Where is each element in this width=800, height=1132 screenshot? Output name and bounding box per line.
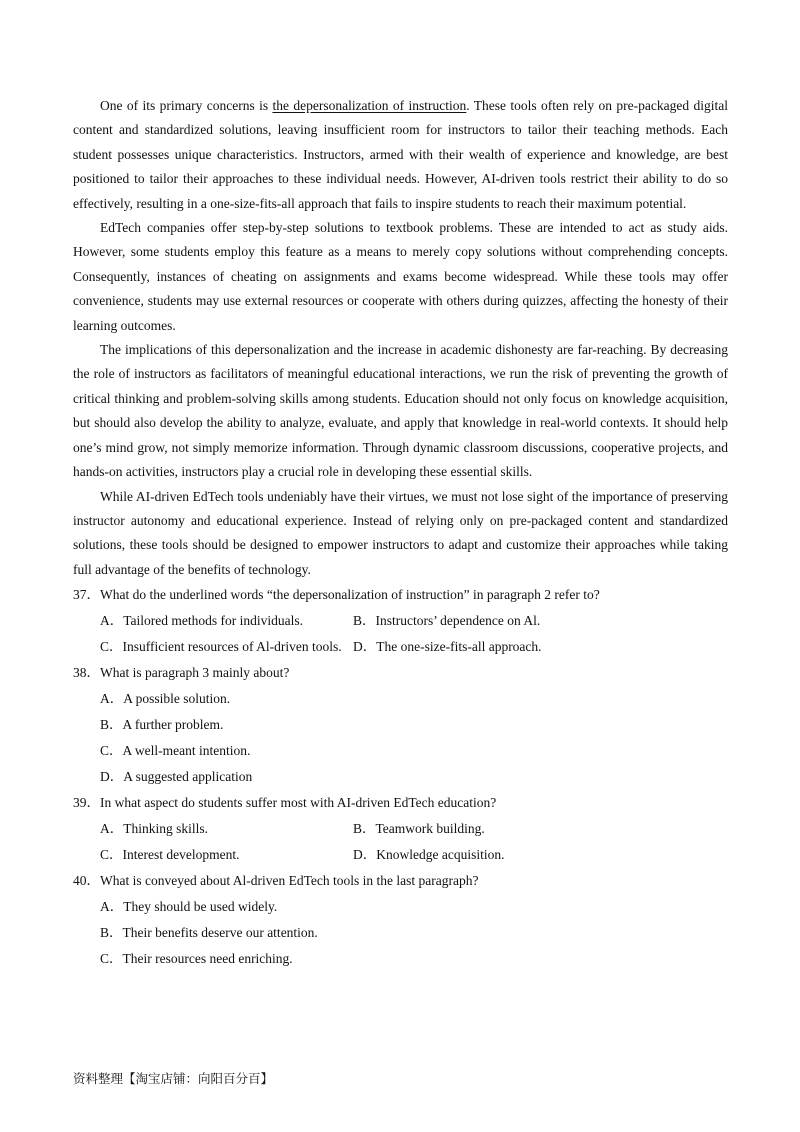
q38-option-d-row [73, 764, 728, 790]
passage-paragraph-3: The implications of this depersonalization and the increase in academic dishonesty are far-reaching. By decreasing the role of instructors as facilitators of meaningful educational interactions, we run the risk of preventing the growth of critical thinking and problem-solving skills among students. Education should not only focus on knowledge acquisition, but should also develop the ability to analyze, evaluate, and apply that knowledge in real-world contexts. It should help one’s mind grow, not simply memorize information. Through dynamic classroom discussions, cooperative projects, and hands-on activities, instructors play a crucial role in developing these essential skills. [73, 342, 728, 480]
q40-option-c: C．Their resources need enriching. [100, 951, 293, 967]
q38-option-d: D．A suggested application [100, 769, 253, 785]
q38-option-c: C．A well-meant intention. [100, 743, 251, 759]
q38-option-a-row [73, 686, 728, 712]
q40-option-a-row [73, 894, 728, 920]
p1-text-start: One of its primary concerns is [100, 98, 273, 113]
q38-option-b: B．A further problem. [100, 717, 224, 733]
passage-paragraph-4: While AI-driven EdTech tools undeniably have their virtues, we must not lose sight of the importance of preserving instructor autonomy and educational experience. Instead of relying only on pre-packaged content and standardized solutions, these tools should be designed to empower instructors to adapt and customize their approaches while taking full advantage of the benefits of technology. [73, 488, 728, 577]
underlined-phrase: the depersonalization of instruction [272, 98, 467, 113]
q38-option-c-row [73, 738, 728, 764]
q40-option-b: B．Their benefits deserve our attention. [100, 925, 318, 941]
question-39-options-row-2 [73, 842, 728, 868]
question-39-stem: 39．In what aspect do students suffer most with AI-driven EdTech education? [73, 795, 497, 811]
passage-paragraph-2: EdTech companies offer step-by-step solutions to textbook problems. These are intended to act as study aids. However, some students employ this feature as a means to merely copy solutions without comprehending concepts. Consequently, instances of cheating on assignments and exams become widespread. While these tools may offer convenience, students may use external resources or cooperate with others during quizzes, affecting the honesty of their learning outcomes. [73, 220, 728, 333]
q37-option-b: B．Instructors’ dependence on Al. [353, 613, 541, 629]
q39-option-d: D．Knowledge acquisition. [353, 847, 505, 863]
q38-option-a: A．A possible solution. [100, 691, 231, 707]
q37-option-c: C．Insufficient resources of Al-driven tools. [100, 639, 342, 655]
q39-option-b: B．Teamwork building. [353, 821, 485, 837]
q40-option-a: A．They should be used widely. [100, 899, 278, 915]
question-39-options-row-1 [73, 816, 728, 842]
question-37-stem: 37．What do the underlined words “the depersonalization of instruction” in paragraph 2 refer to? [73, 587, 600, 603]
q37-option-d: D．The one-size-fits-all approach. [353, 639, 542, 655]
q40-option-b-row [73, 920, 728, 946]
footer-note: 资料整理【淘宝店铺：向阳百分百】 [73, 1071, 274, 1086]
question-37-options-row-2 [73, 634, 728, 660]
question-40-stem: 40．What is conveyed about Al-driven EdTech tools in the last paragraph? [73, 873, 479, 889]
p1-text-end: . These tools often rely on pre-packaged digital content and standardized solutions, leaving insufficient room for instructors to tailor their teaching methods. Each student possesses unique characteristics. Instructors, armed with their wealth of experience and knowledge, are best positioned to tailor their approaches to these individual needs. However, AI-driven tools restrict their ability to do so effectively, resulting in a one-size-fits-all approach that fails to inspire students to reach their maximum potential. [73, 98, 728, 211]
question-38-stem: 38．What is paragraph 3 mainly about? [73, 665, 290, 681]
passage-paragraph-1 [73, 94, 728, 216]
q37-option-a: A．Tailored methods for individuals. [100, 613, 304, 629]
q38-option-b-row [73, 712, 728, 738]
document-body [73, 94, 728, 972]
q40-option-c-row [73, 946, 728, 972]
question-37-options-row-1 [73, 608, 728, 634]
q39-option-c: C．Interest development. [100, 847, 240, 863]
q39-option-a: A．Thinking skills. [100, 821, 209, 837]
